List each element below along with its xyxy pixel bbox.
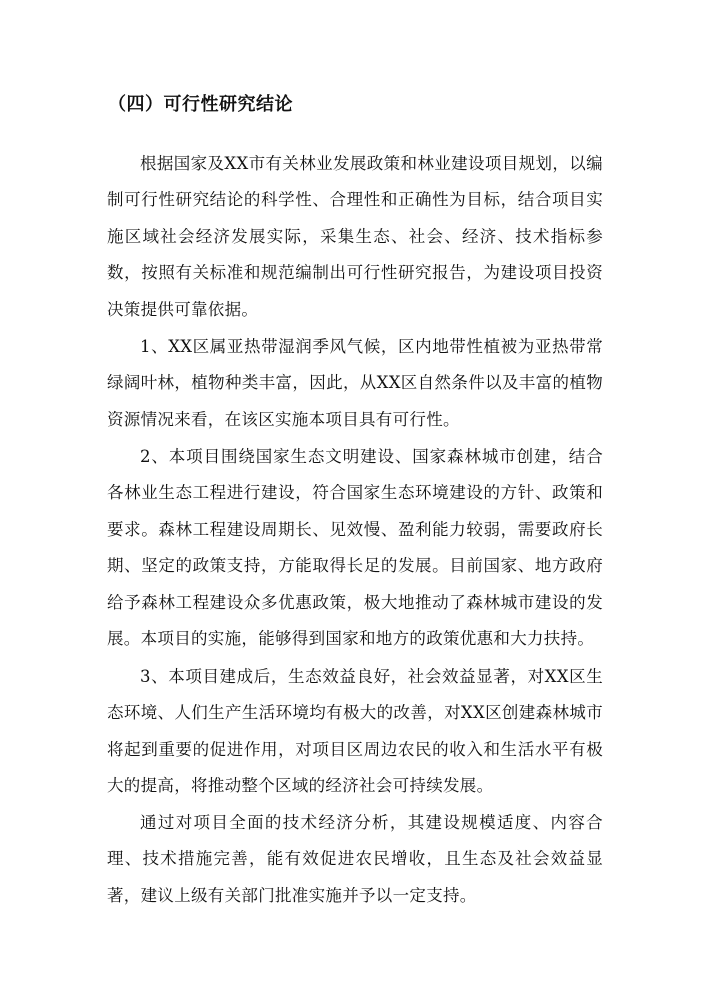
paragraph-point-1: 1、XX区属亚热带湿润季风气候，区内地带性植被为亚热带常绿阔叶林，植物种类丰富，因此，从XX区自然条件以及丰富的植物资源情况来看，在该区实施本项目具有可行性。 — [107, 336, 603, 429]
paragraph-conclusion: 通过对项目全面的技术经济分析，其建设规模适度、内容合理、技术措施完善，能有效促进农民增收，且生态及社会效益显著，建议上级有关部门批准实施并予以一定支持。 — [107, 812, 603, 905]
paragraph-point-2: 2、本项目围绕国家生态文明建设、国家森林城市创建，结合各林业生态工程进行建设，符合国家生态环境建设的方针、政策和要求。森林工程建设周期长、见效慢、盈利能力较弱，需要政府长期、坚定的政策支持，方能取得长足的发展。目前国家、地方政府给予森林工程建设众多优惠政策，极大地推动了森林城市建设的发展。本项目的实施，能够得到国家和地方的政策优惠和大力扶持。 — [107, 446, 603, 648]
section-heading: （四）可行性研究结论 — [108, 94, 293, 115]
paragraph-point-3: 3、本项目建成后，生态效益良好，社会效益显著，对XX区生态环境、人们生产生活环境均有极大的改善，对XX区创建森林城市将起到重要的促进作用，对项目区周边农民的收入和生活水平有极大的提高，将推动整个区域的经济社会可持续发展。 — [107, 666, 603, 795]
paragraph-intro: 根据国家及XX市有关林业发展政策和林业建设项目规划，以编制可行性研究结论的科学性、合理性和正确性为目标，结合项目实施区域社会经济发展实际，采集生态、社会、经济、技术指标参数，按照有关标准和规范编制出可行性研究报告，为建设项目投资决策提供可靠依据。 — [107, 153, 603, 319]
